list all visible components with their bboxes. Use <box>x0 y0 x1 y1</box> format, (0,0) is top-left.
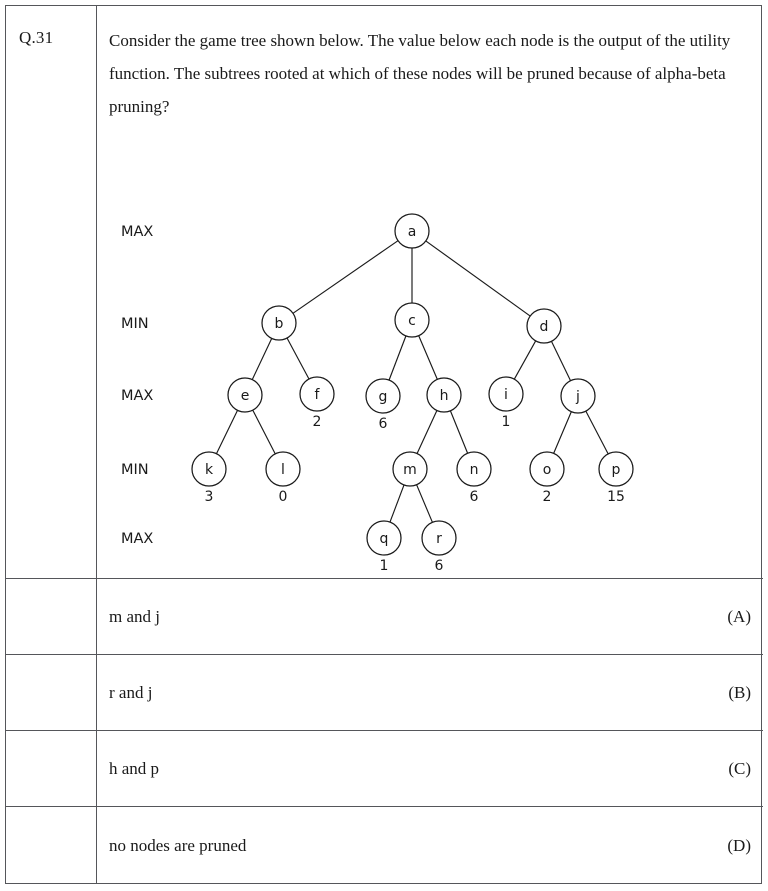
tree-node-n[interactable] <box>457 452 491 505</box>
tree-node-value-f: 2 <box>312 414 322 430</box>
option-row-c[interactable] <box>6 731 763 807</box>
option-b-text: r and j <box>109 682 153 702</box>
tree-edge-h-n <box>450 411 467 453</box>
tree-node-k[interactable] <box>192 452 226 505</box>
option-c-text: h and p <box>109 758 160 778</box>
tree-edge-j-p <box>586 411 608 454</box>
tree-level-label-min-3: MIN <box>121 462 149 478</box>
tree-node-label-f: f <box>314 387 320 403</box>
question-table <box>5 5 762 884</box>
tree-node-label-m: m <box>403 462 417 478</box>
tree-node-value-q: 1 <box>379 558 389 571</box>
tree-edge-c-g <box>389 336 406 380</box>
tree-node-label-l: l <box>281 462 285 478</box>
tree-node-i[interactable] <box>489 377 523 430</box>
tree-node-label-h: h <box>439 388 449 404</box>
tree-node-label-o: o <box>542 462 552 478</box>
tree-node-a[interactable] <box>395 214 429 248</box>
tree-level-label-max-2: MAX <box>121 388 154 404</box>
tree-node-g[interactable] <box>366 379 400 432</box>
tree-node-value-i: 1 <box>501 414 511 430</box>
tree-edge-b-f <box>287 338 309 379</box>
tree-node-q[interactable] <box>367 521 401 571</box>
tree-node-label-r: r <box>436 531 442 547</box>
game-tree-diagram <box>101 191 756 571</box>
tree-edge-d-i <box>514 341 535 379</box>
tree-edge-d-j <box>551 341 570 380</box>
tree-node-o[interactable] <box>530 452 564 505</box>
tree-node-l[interactable] <box>266 452 300 505</box>
tree-edge-j-o <box>554 412 572 454</box>
tree-node-value-g: 6 <box>378 416 388 432</box>
tree-node-label-j: j <box>576 389 580 405</box>
tree-node-m[interactable] <box>393 452 427 486</box>
tree-node-label-k: k <box>204 462 214 478</box>
question-sheet <box>5 5 762 885</box>
tree-node-label-i: i <box>504 387 508 403</box>
tree-node-e[interactable] <box>228 378 262 412</box>
option-c-label: (C) <box>728 758 751 778</box>
option-a-label: (A) <box>727 606 751 626</box>
tree-node-value-n: 6 <box>469 489 479 505</box>
tree-node-j[interactable] <box>561 379 595 413</box>
tree-node-value-o: 2 <box>542 489 552 505</box>
tree-node-r[interactable] <box>422 521 456 571</box>
option-d-text: no nodes are pruned <box>109 836 247 855</box>
tree-node-p[interactable] <box>599 452 633 505</box>
option-row-b[interactable] <box>6 655 763 731</box>
tree-edge-e-k <box>216 410 237 453</box>
game-tree-svg <box>101 191 756 571</box>
tree-node-value-l: 0 <box>278 489 288 505</box>
tree-level-label-min-1: MIN <box>121 316 149 332</box>
tree-node-label-a: a <box>407 224 417 240</box>
tree-node-label-q: q <box>379 531 389 547</box>
tree-level-labels <box>121 224 153 547</box>
option-d-label: (D) <box>727 836 751 855</box>
tree-edge-m-r <box>417 485 433 523</box>
tree-node-label-b: b <box>274 316 284 332</box>
tree-node-d[interactable] <box>527 309 561 343</box>
question-text: Consider the game tree shown below. The value below each node is the output of the utility function. The subtrees rooted at which of these nodes will be pruned because of alpha-beta pruning? <box>109 31 731 116</box>
tree-node-label-n: n <box>469 462 479 478</box>
tree-edge-m-q <box>390 485 404 522</box>
tree-edge-a-b <box>293 241 398 314</box>
tree-node-label-e: e <box>240 388 250 404</box>
question-number: Q.31 <box>19 28 54 47</box>
tree-node-label-d: d <box>539 319 549 335</box>
tree-node-b[interactable] <box>262 306 296 340</box>
option-row-d[interactable] <box>6 807 763 885</box>
option-a-text: m and j <box>109 606 160 626</box>
tree-node-label-c: c <box>408 313 416 329</box>
tree-edge-h-m <box>417 410 437 453</box>
tree-node-label-g: g <box>378 389 388 405</box>
tree-node-value-k: 3 <box>204 489 214 505</box>
question-row <box>6 6 763 579</box>
tree-level-label-max-4: MAX <box>121 531 154 547</box>
tree-level-label-max-0: MAX <box>121 224 154 240</box>
option-row-a[interactable] <box>6 579 763 655</box>
tree-edge-c-h <box>419 336 438 380</box>
tree-edge-b-e <box>252 338 271 379</box>
option-b-label: (B) <box>728 682 751 702</box>
tree-node-f[interactable] <box>300 377 334 430</box>
tree-node-value-p: 15 <box>607 489 625 505</box>
tree-node-value-r: 6 <box>434 558 444 571</box>
tree-edge-a-d <box>426 241 530 316</box>
tree-node-c[interactable] <box>395 303 429 337</box>
tree-node-h[interactable] <box>427 378 461 412</box>
tree-edge-e-l <box>253 410 275 454</box>
tree-node-label-p: p <box>611 462 621 478</box>
